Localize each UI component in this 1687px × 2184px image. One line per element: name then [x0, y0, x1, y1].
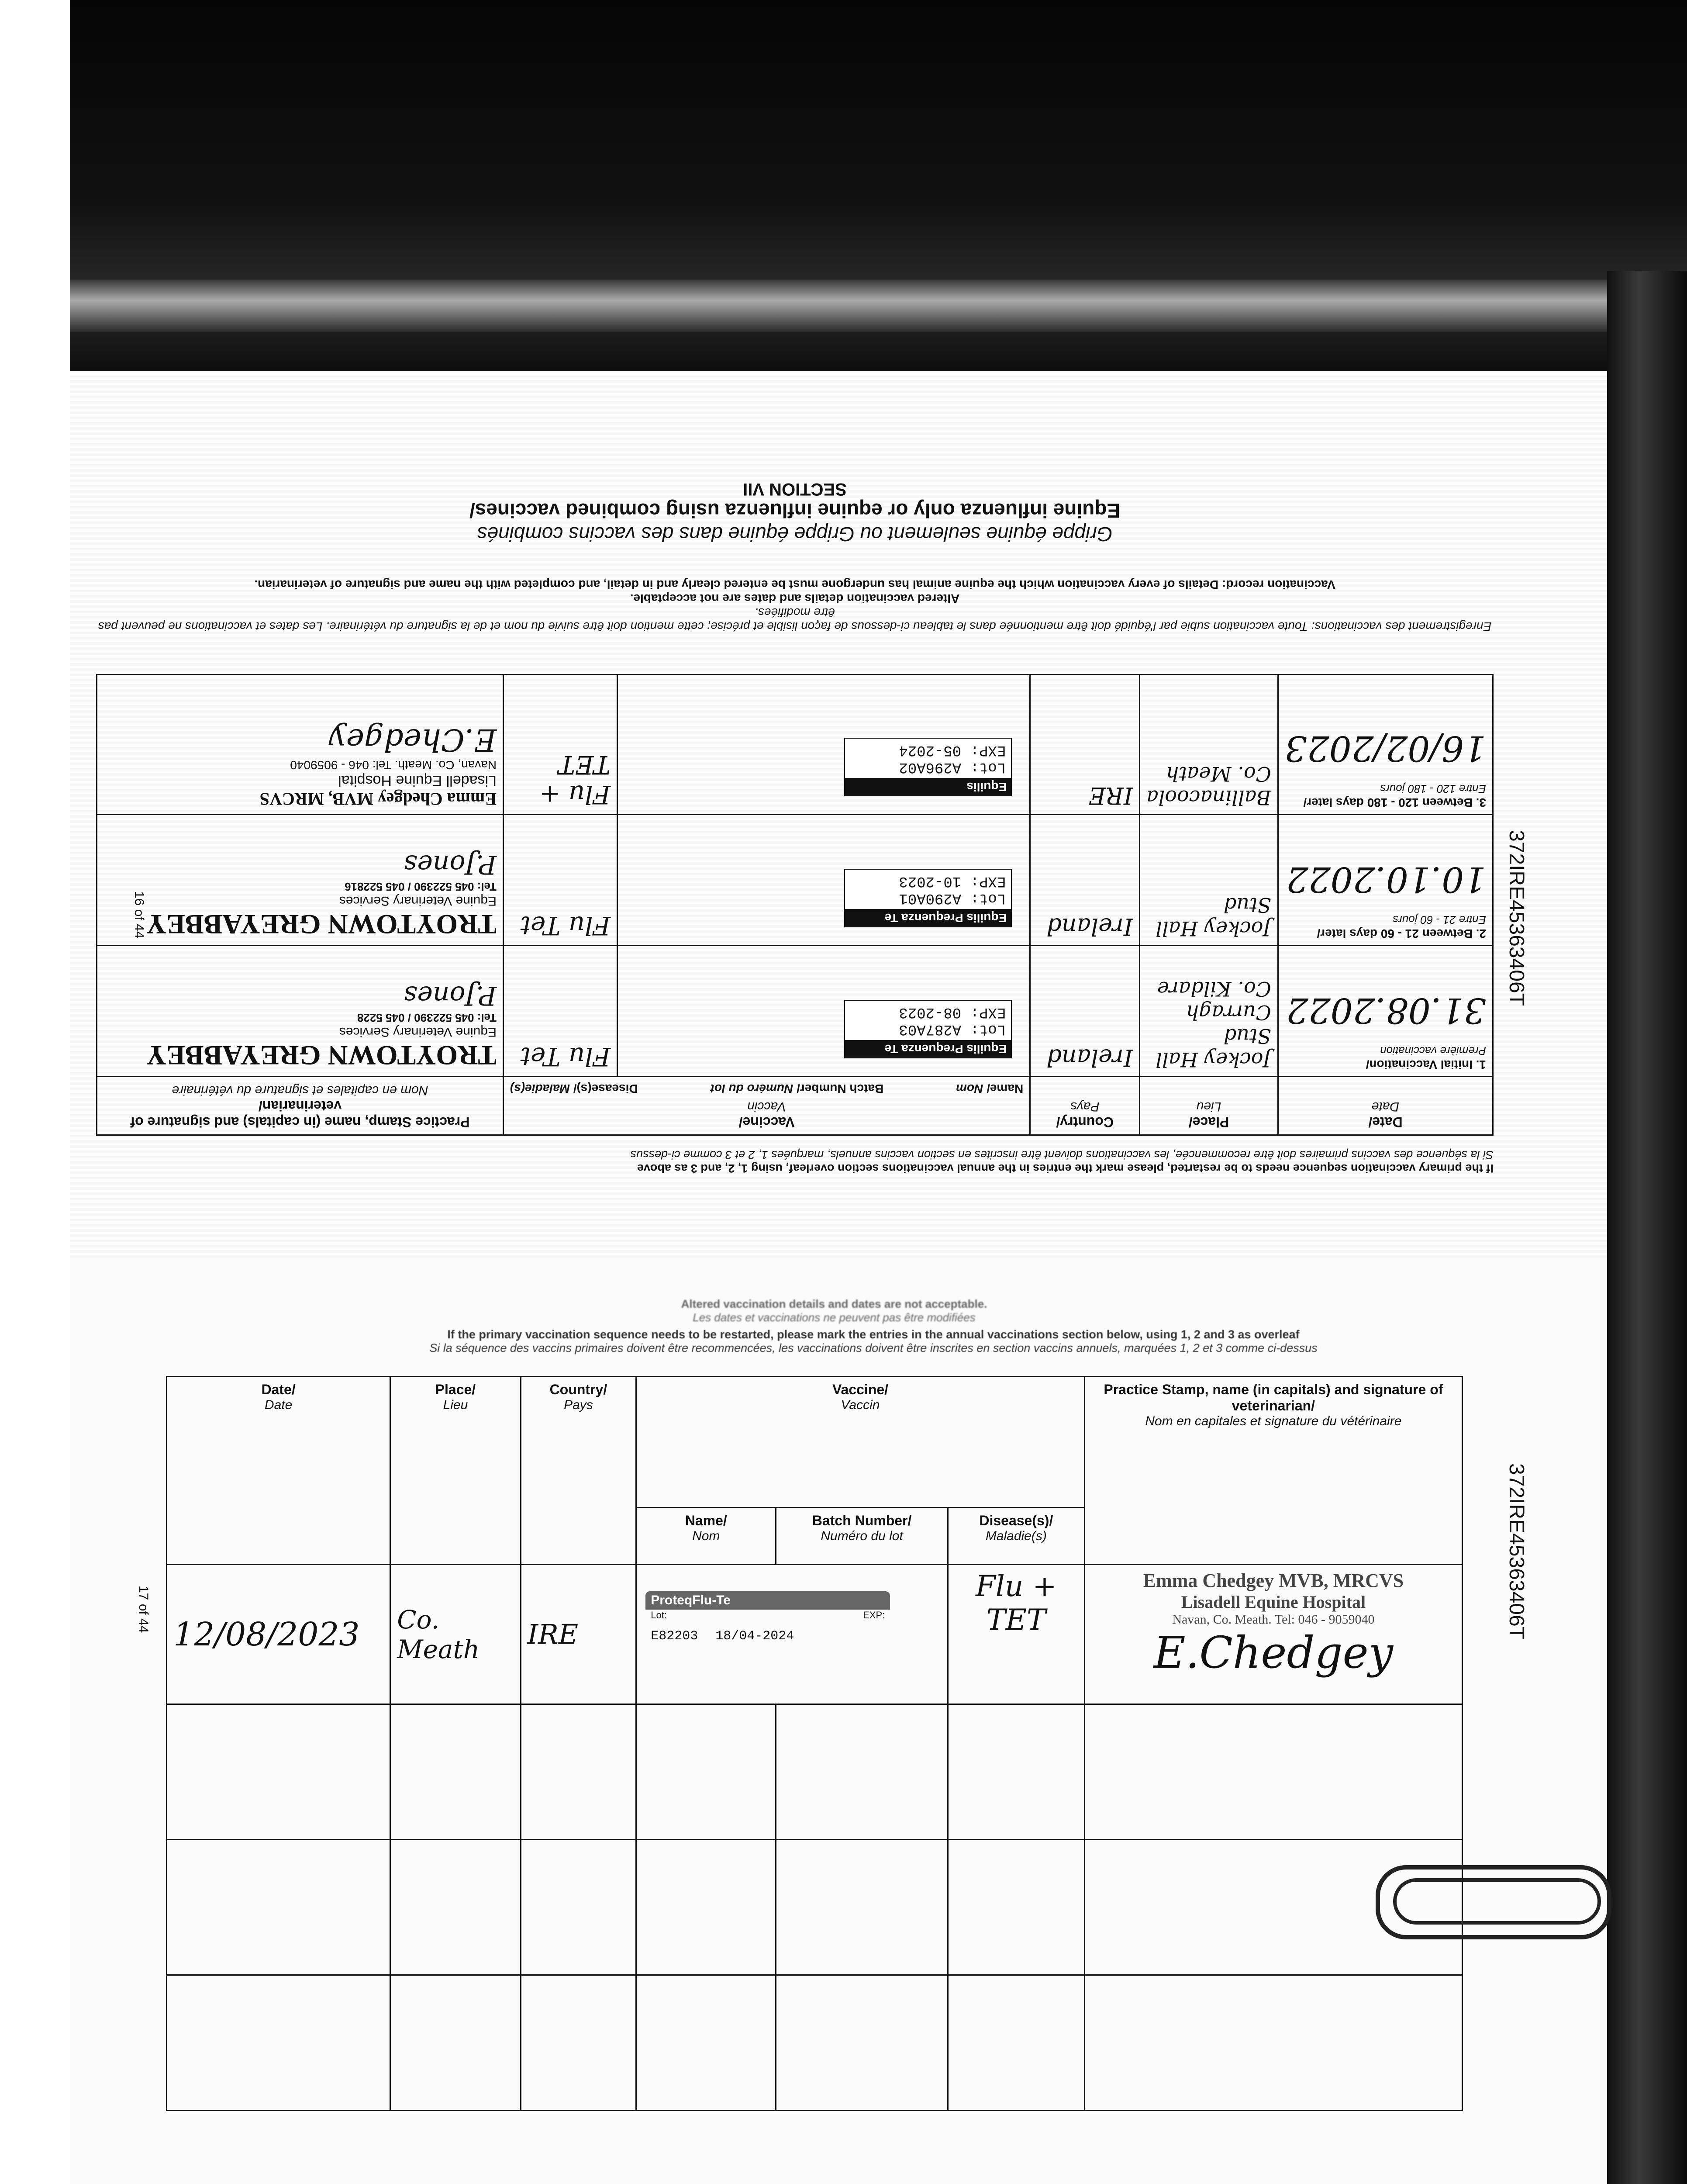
vaccine-sticker: Equilis Lot: A296A02 EXP: 05-2024: [844, 738, 1012, 796]
col-header-name: Name/ Nom: [956, 1082, 1024, 1095]
table-row: [167, 1704, 1463, 1840]
annual-vaccination-table: [166, 1376, 1463, 2111]
footer-note: If the primary vaccination sequence needs to be restarted, please mark the entries in the annual vaccinations section overleaf, using 1, 2, and 3 as above Si la séquence des vaccins primaires doit être recommencée, les vaccinations doivent être inscrites en section vaccins annuels, marquées 1, 2 et 3 comme ci-dessus: [630, 1148, 1494, 1175]
entry-country: IRE: [521, 1565, 636, 1704]
proteq-sticker: ProteqFlu-Te Lot: EXP: E82203 18/04-2024: [645, 1591, 890, 1657]
page-16-content: [96, 467, 1494, 1175]
col-header-stamp: Practice Stamp, name (in capitals) and signature of veterinarian/ Nom en capitales et signature du vétérinaire: [97, 1077, 504, 1135]
section-title: Grippe équine seulement ou Grippe équine dans des vaccins combinés Equine influenza only or equine influenza using combined vaccines/ SECTION VII: [469, 480, 1121, 546]
table-row: 2. Between 21 - 60 days later/ Entre 21 - 60 jours 10.10.2022 Jockey Hall Stud Ireland Equilis Prequenza Te Lot: A290A01 EXP: 10-2023 Flu Tet TROYTOWN GREYABBEY Equine Veterinary Services Tel: 045 522390 / 045 522816 P.Jones: [97, 815, 1493, 946]
col-header-place: Place/ Lieu: [390, 1377, 521, 1565]
vaccine-sticker: Equilis Prequenza Te Lot: A290A01 EXP: 10-2023: [844, 869, 1012, 927]
table-row: [167, 1975, 1463, 2111]
entry-date: 12/08/2023: [167, 1565, 390, 1704]
col-header-country: Country/ Pays: [521, 1377, 636, 1565]
paper-clip-inner: [1393, 1878, 1601, 1925]
col-header-date: Date/ Date: [1278, 1077, 1493, 1135]
restart-note: If the primary vaccination sequence needs to be restarted, please mark the entries in the annual vaccinations section below, using 1, 2 and 3 as overleaf Si la séquence des vaccins primaires doivent être recommencées, les vaccinations doivent être inscrites en section vaccins annuels, marquées 1, 2 et 3 comme ci-dessus: [429, 1328, 1318, 1355]
col-header-stamp: Practice Stamp, name (in capitals) and signature of veterinarian/ Nom en capitales et signature du vétérinaire: [1084, 1377, 1462, 1565]
table-row: [167, 1840, 1463, 1975]
col-header-place: Place/ Lieu: [1140, 1077, 1278, 1135]
primary-vaccination-table: [96, 674, 1494, 1136]
passport-number-bottom: 372IRE45363406T: [1505, 1463, 1528, 1639]
col-header-batch: Batch Number/ Numéro du lot: [776, 1508, 948, 1565]
entry-disease: Flu + TET: [948, 1565, 1084, 1704]
passport-number-top: 372IRE45363406T: [1505, 830, 1528, 1006]
col-header-vaccine: Vaccine/ Vaccin: [636, 1377, 1085, 1508]
vet-stamp: Emma Chedgey MVB, MRCVS Lisadell Equine Hospital Navan, Co. Meath. Tel: 046 - 9059040 E.Chedgey: [1084, 1565, 1462, 1704]
vaccine-sticker-cell: [636, 1565, 948, 1704]
col-header-country: Country/ Pays: [1030, 1077, 1140, 1135]
binder-edge: [70, 280, 1687, 332]
table-row: [167, 1565, 1463, 1704]
instructions: Enregistrement des vaccinations: Toute vaccination subie par l'équidé doit être mentionnée dans le tableau ci-dessous de façon lisible et précise; cette mention doit être suivie du nom et de la signature du vétérinaire. Les dates et vaccinations ne peuvent pas être modifiées. Altered vaccination details and dates are not acceptable. Vaccination record: Details of every vaccination which the equine animal has undergone must be entered clearly and in detail, and completed with the name and signature of veterinarian.: [98, 578, 1492, 633]
col-header-vaccine: Vaccine/ Vaccin Name/ Nom Batch Number/ Numéro du lot Disease(s)/ Maladie(s): [504, 1077, 1030, 1135]
table-row: 3. Between 120 - 180 days later/ Entre 120 - 180 jours 16/02/2023 Ballinacoola Co. Meath IRE Equilis Lot: A296A02 EXP: 05-2024 Flu + TET Emma Chedgey MVB, MRCVS Lisadell Equine Hospital Navan, Co. Meath. Tel: 046 - 9059040 E.Chedgey: [97, 675, 1493, 815]
entry-place: Co. Meath: [390, 1565, 521, 1704]
signature: E.Chedgey: [1153, 1627, 1394, 1678]
col-header-name: Name/ Nom: [636, 1508, 776, 1565]
col-header-date: Date/ Date: [167, 1377, 390, 1565]
book-cover-right: [1607, 271, 1687, 2184]
col-header-disease: Disease(s)/ Maladie(s): [948, 1508, 1084, 1565]
page-number-16: 16 of 44: [132, 891, 146, 939]
page-number-17: 17 of 44: [136, 1586, 151, 1633]
vaccine-sticker: Equilis Prequenza Te Lot: A287A03 EXP: 08-2023: [844, 1000, 1012, 1058]
table-row: 1. Initial Vaccination/ Première vaccination 31.08.2022 Jockey Hall Stud Curragh Co. Kildare Ireland Equilis Prequenza Te Lot: A287A03 EXP: 08-2023 Flu Tet TROYTOWN GREYABBEY Equine Veterinary Services Tel: 045 522390 / 045 5228 P.Jones: [97, 946, 1493, 1077]
blurred-notes: Altered vaccination details and dates are not acceptable. Les dates et vaccinations ne peuvent pas être modifiées: [681, 1297, 987, 1324]
col-header-batch: Batch Number/ Numéro du lot: [710, 1082, 884, 1095]
col-header-disease: Disease(s)/ Maladie(s): [510, 1082, 638, 1095]
